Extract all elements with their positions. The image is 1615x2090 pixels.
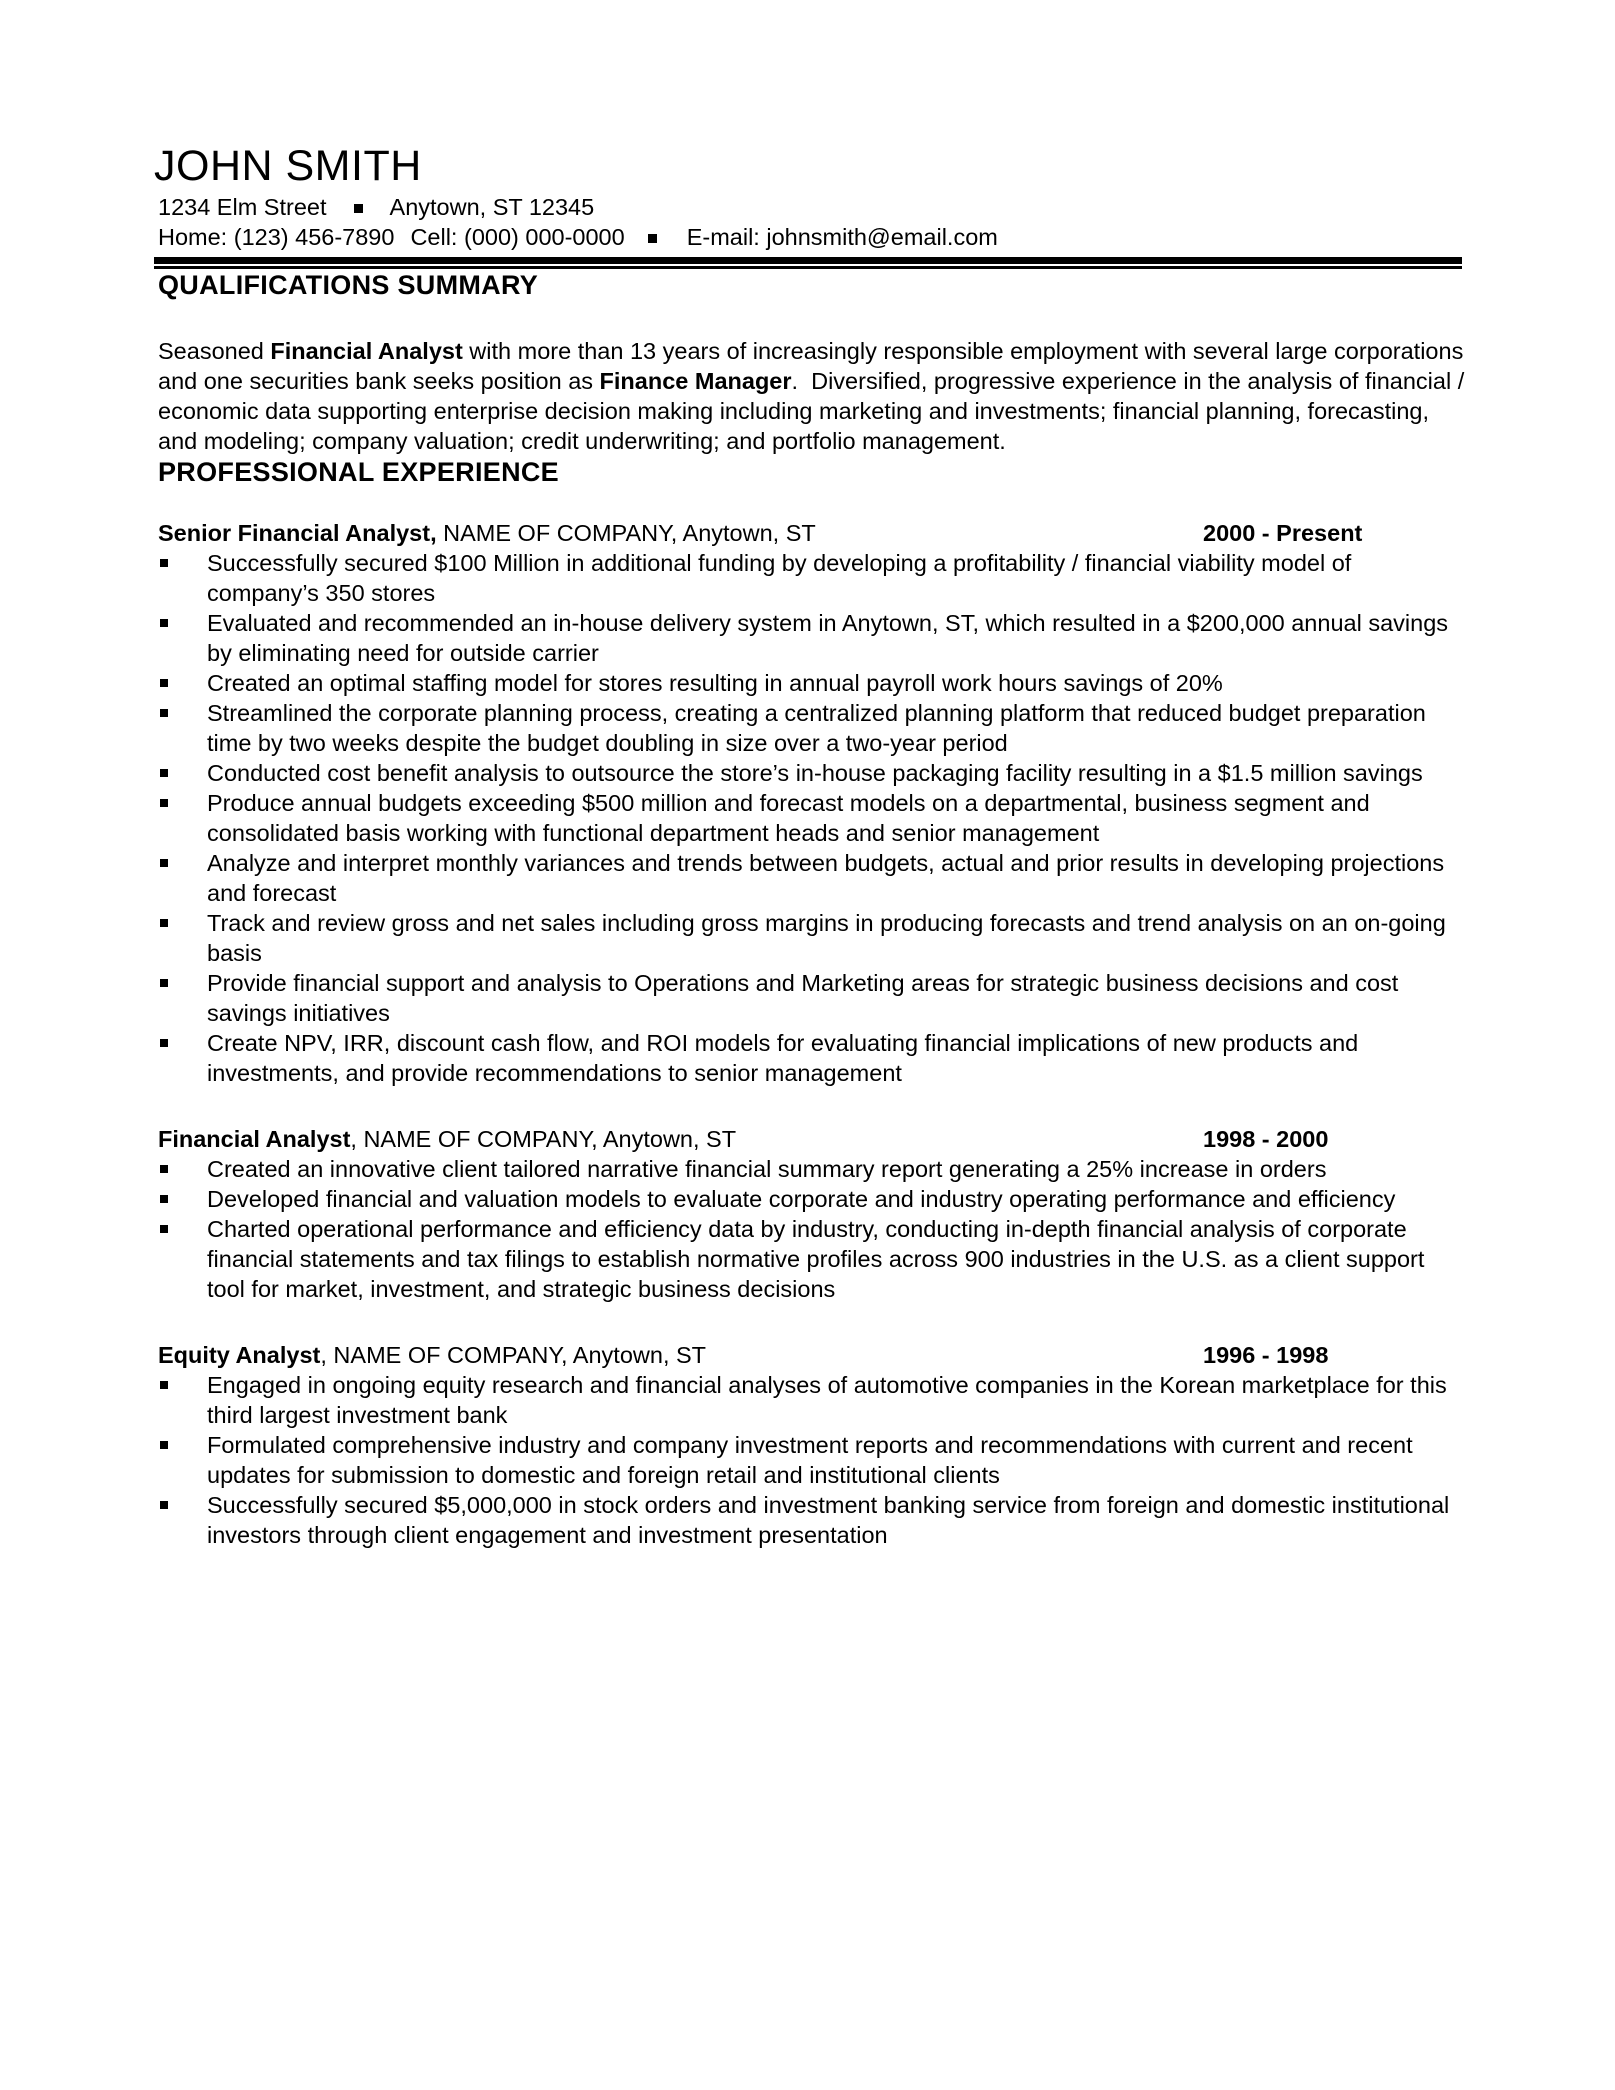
bullet-item: [154, 1490, 1466, 1550]
job-title-company: , NAME OF COMPANY, Anytown, ST: [320, 1342, 707, 1368]
bullet-item: [154, 968, 1466, 1028]
street-text: 1234 Elm Street: [158, 194, 327, 220]
bullet-square-icon: [160, 799, 168, 807]
bullet-square-icon: [160, 1165, 168, 1173]
bullet-text: Charted operational performance and efficiency data by industry, conducting in-depth financial analysis of corporate financial statements and tax filings to establish normative profiles across 900 industries in the U.S. as a client support tool for market, investment, and strategic business decisions: [207, 1216, 1425, 1302]
bullet-item: [154, 1430, 1466, 1490]
job-dates: 2000 - Present: [1203, 520, 1363, 546]
job-header: [158, 518, 1466, 548]
bullet-item: [154, 758, 1466, 788]
bullet-item: [154, 1184, 1466, 1214]
bullet-item: [154, 908, 1466, 968]
bullet-item: [154, 668, 1466, 698]
job-title-company: NAME OF COMPANY, Anytown, ST: [436, 520, 816, 546]
summary-text: with more than 13 years of increasingly responsible employment with several large corporations and one securities bank seeks position as: [158, 338, 1470, 394]
bullet-text: Successfully secured $5,000,000 in stock orders and investment banking service from foreign and domestic institutional investors through client engagement and investment presentation: [207, 1492, 1450, 1548]
bullet-item: [154, 698, 1466, 758]
bullet-square-icon: [160, 619, 168, 627]
name-heading: JOHN SMITH: [154, 142, 422, 190]
bullet-square-icon: [160, 1225, 168, 1233]
bullet-item: [154, 1370, 1466, 1430]
cell-phone-text: Cell: (000) 000-0000: [410, 224, 625, 250]
experience-section: [154, 456, 1466, 1550]
square-separator-icon: [648, 234, 657, 243]
bullet-text: Created an innovative client tailored narrative financial summary report generating a 25% increase in orders: [207, 1156, 1327, 1182]
bullet-square-icon: [160, 1381, 168, 1389]
bullet-item: [154, 1028, 1466, 1088]
bullet-square-icon: [160, 1195, 168, 1203]
job-header: [158, 1124, 1466, 1154]
summary-bold-finance-manager: Finance Manager: [599, 368, 792, 394]
bullet-square-icon: [160, 859, 168, 867]
bullet-text: Track and review gross and net sales including gross margins in producing forecasts and trend analysis on an on-going basis: [207, 910, 1446, 966]
bullet-text: Created an optimal staffing model for stores resulting in annual payroll work hours savings of 20%: [207, 670, 1223, 696]
bullet-item: [154, 548, 1466, 608]
bullet-text: Produce annual budgets exceeding $500 million and forecast models on a departmental, business segment and consolidated basis working with functional department heads and senior management: [207, 790, 1370, 846]
bullet-text: Formulated comprehensive industry and company investment reports and recommendations with current and recent updates for submission to domestic and foreign retail and institutional clients: [207, 1432, 1413, 1488]
job-title-role: Senior Financial Analyst,: [158, 520, 437, 546]
bullet-text: Evaluated and recommended an in-house delivery system in Anytown, ST, which resulted in a $200,000 annual savings by eliminating need for outside carrier: [207, 610, 1449, 666]
summary-paragraph: [158, 336, 1471, 456]
bullet-square-icon: [160, 769, 168, 777]
bullet-square-icon: [160, 1039, 168, 1047]
bullet-text: Engaged in ongoing equity research and financial analyses of automotive companies in the Korean marketplace for this third largest investment bank: [207, 1372, 1447, 1428]
bullet-square-icon: [160, 709, 168, 717]
section-title-experience: PROFESSIONAL EXPERIENCE: [158, 457, 559, 487]
job-dates: 1996 - 1998: [1203, 1342, 1329, 1368]
bullet-square-icon: [160, 679, 168, 687]
header-divider: [154, 257, 1462, 269]
resume-content: [154, 142, 1471, 1550]
bullet-text: Analyze and interpret monthly variances and trends between budgets, actual and prior results in developing projections and forecast: [207, 850, 1445, 906]
header: [154, 143, 1466, 269]
bullet-text: Create NPV, IRR, discount cash flow, and ROI models for evaluating financial implications of new products and investments, and provide recommendations to senior management: [207, 1030, 1359, 1086]
bullet-square-icon: [160, 919, 168, 927]
summary-text: . Diversified, progressive experience in the analysis of financial / economic data supporting enterprise decision making including marketing and investments; financial planning, forecasting, and modeling; company valuation; credit underwriting; and portfolio management.: [158, 368, 1471, 454]
square-separator-icon: [354, 204, 363, 213]
job-title-role: Financial Analyst: [158, 1126, 351, 1152]
bullet-square-icon: [160, 1501, 168, 1509]
job-title-company: , NAME OF COMPANY, Anytown, ST: [350, 1126, 737, 1152]
divider-thick-line: [154, 257, 1462, 264]
bullet-square-icon: [160, 559, 168, 567]
email-text: E-mail: johnsmith@email.com: [686, 224, 998, 250]
home-phone-text: Home: (123) 456-7890: [158, 224, 395, 250]
job-title-role: Equity Analyst: [158, 1342, 321, 1368]
summary-text: Seasoned: [158, 338, 271, 364]
bullet-item: [154, 848, 1466, 908]
bullet-square-icon: [160, 1441, 168, 1449]
bullet-text: Streamlined the corporate planning process, creating a centralized planning platform that reduced budget preparation time by two weeks despite the budget doubling in size over a two-year period: [207, 700, 1426, 756]
job-bullet-list: [154, 1370, 1466, 1550]
job-header: [158, 1340, 1466, 1370]
qualifications-section: [154, 269, 1471, 456]
summary-bold-financial-analyst: Financial Analyst: [270, 338, 463, 364]
job-bullet-list: [154, 548, 1466, 1088]
bullet-text: Developed financial and valuation models to evaluate corporate and industry operating performance and efficiency: [207, 1186, 1396, 1212]
bullet-text: Conducted cost benefit analysis to outsource the store’s in-house packaging facility resulting in a $1.5 million savings: [207, 760, 1423, 786]
bullet-item: [154, 1214, 1466, 1304]
bullet-item: [154, 788, 1466, 848]
bullet-item: [154, 1154, 1466, 1184]
city-state-zip-text: Anytown, ST 12345: [389, 194, 595, 220]
section-title-qualifications: QUALIFICATIONS SUMMARY: [158, 270, 539, 300]
job-dates: 1998 - 2000: [1203, 1126, 1329, 1152]
bullet-item: [154, 608, 1466, 668]
bullet-text: Provide financial support and analysis to Operations and Marketing areas for strategic business decisions and cost savings initiatives: [207, 970, 1399, 1026]
address-line: [158, 192, 1466, 222]
job-bullet-list: [154, 1154, 1466, 1304]
contact-line: [158, 222, 1466, 252]
bullet-text: Successfully secured $100 Million in additional funding by developing a profitability / financial viability model of company’s 350 stores: [207, 550, 1352, 606]
bullet-square-icon: [160, 979, 168, 987]
